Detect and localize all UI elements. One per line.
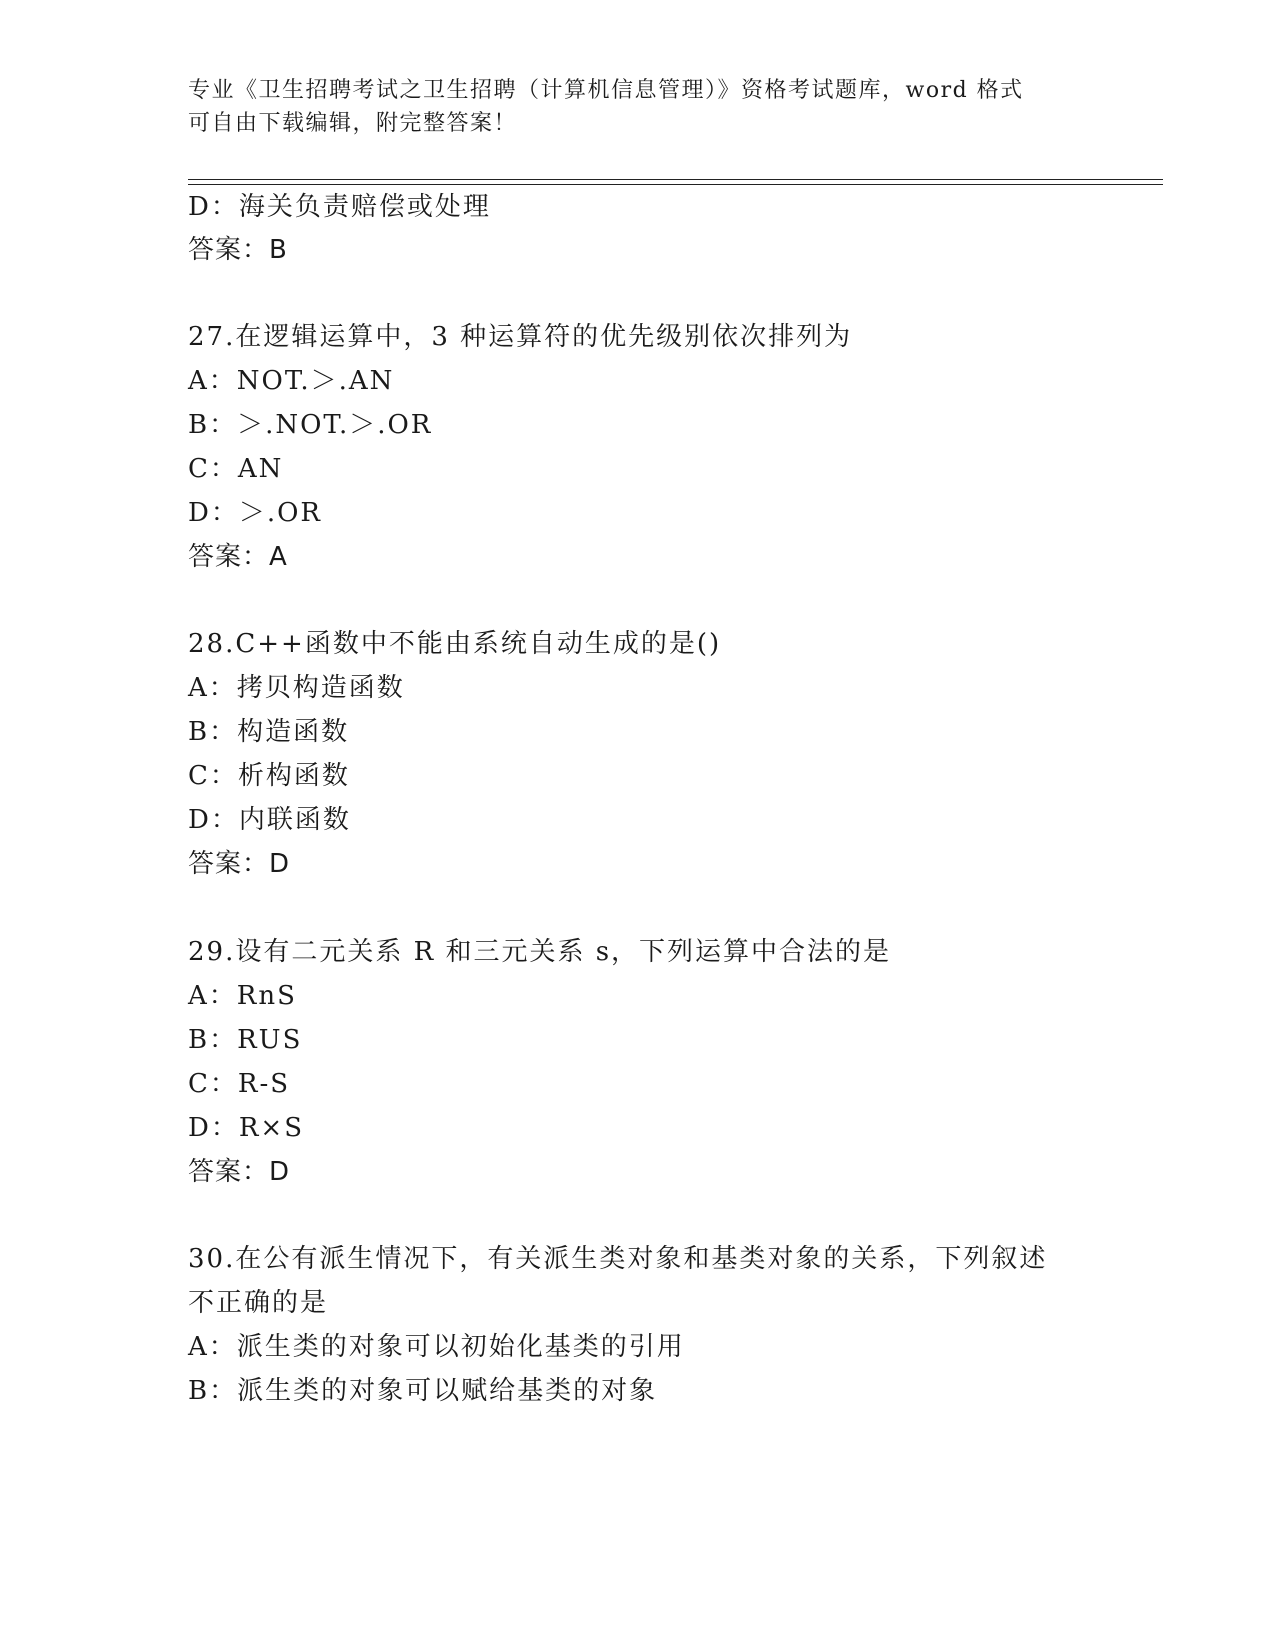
document-header <box>188 74 1088 140</box>
prev-answer: 答案：B <box>188 235 288 265</box>
header-divider-top <box>188 179 1163 180</box>
question-27-option-b: B：＞.NOT.＞.OR <box>188 410 433 440</box>
question-28-answer: 答案：D <box>188 849 291 879</box>
question-30-option-b: B：派生类的对象可以赋给基类的对象 <box>188 1376 658 1406</box>
question-27-option-a: A：NOT.＞.AN <box>188 366 395 396</box>
question-28-option-a: A：拷贝构造函数 <box>188 673 405 703</box>
question-30-stem-line-2: 不正确的是 <box>188 1288 329 1318</box>
header-divider-bottom <box>188 184 1163 185</box>
question-30-stem-line-1: 30.在公有派生情况下，有关派生类对象和基类对象的关系，下列叙述 <box>188 1244 1048 1274</box>
question-27-option-d: D：＞.OR <box>188 498 323 528</box>
question-29-answer: 答案：D <box>188 1157 291 1187</box>
question-28-option-b: B：构造函数 <box>188 717 350 747</box>
question-27-stem: 27.在逻辑运算中，3 种运算符的优先级别依次排列为 <box>188 322 853 352</box>
question-29-option-a: A：RnS <box>188 981 297 1011</box>
header-line-1: 专业《卫生招聘考试之卫生招聘（计算机信息管理）》资格考试题库，word 格式 <box>188 78 1024 103</box>
question-29-option-b: B：RUS <box>188 1025 303 1055</box>
question-29-stem: 29.设有二元关系 R 和三元关系 s，下列运算中合法的是 <box>188 937 892 967</box>
question-29-option-d: D：R×S <box>188 1113 305 1143</box>
question-29-option-c: C：R-S <box>188 1069 291 1099</box>
question-30-option-a: A：派生类的对象可以初始化基类的引用 <box>188 1332 685 1362</box>
question-28-option-d: D：内联函数 <box>188 805 351 835</box>
question-27-option-c: C：AN <box>188 454 284 484</box>
prev-option-d: D：海关负责赔偿或处理 <box>188 192 491 222</box>
header-line-2: 可自由下载编辑，附完整答案！ <box>188 111 518 136</box>
question-28-option-c: C：析构函数 <box>188 761 350 791</box>
question-27-answer: 答案：A <box>188 542 288 572</box>
question-28-stem: 28.C++函数中不能由系统自动生成的是() <box>188 629 722 659</box>
